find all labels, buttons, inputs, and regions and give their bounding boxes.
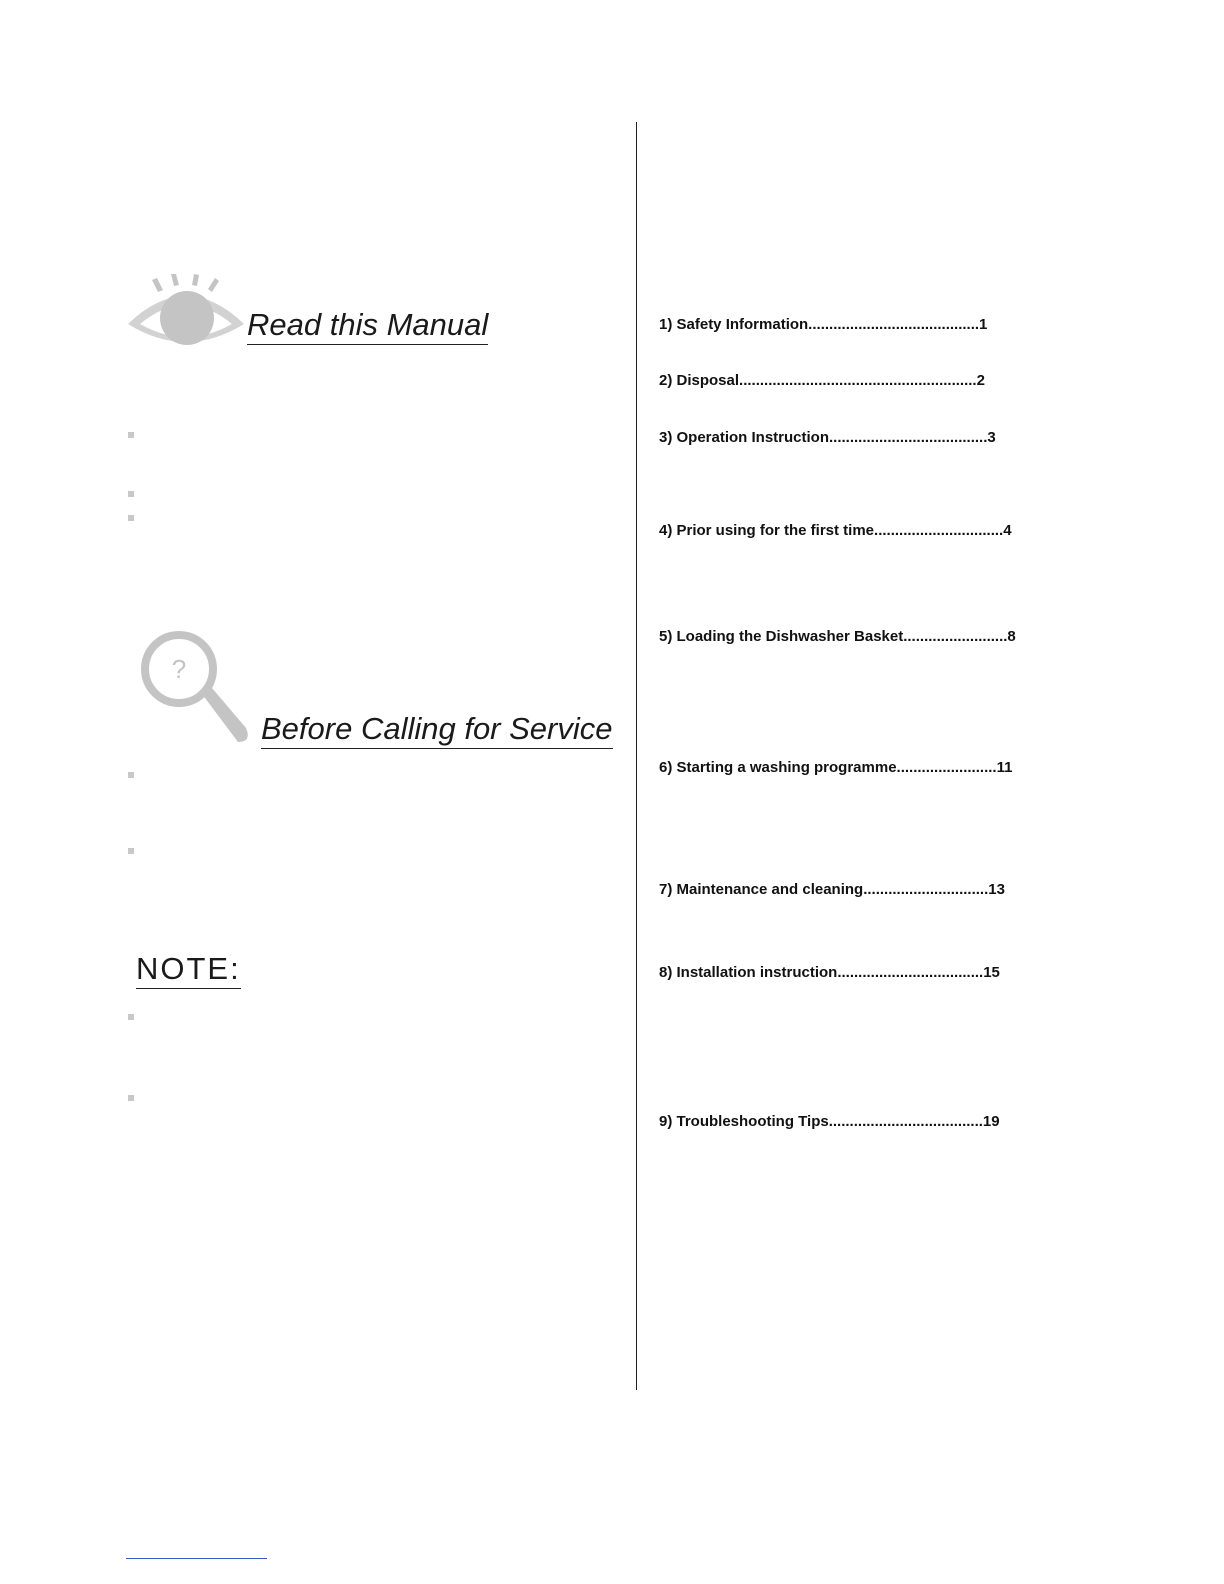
toc-item-operation[interactable]: 3) Operation Instruction......................................3 xyxy=(659,429,996,446)
toc-item-prior-use[interactable]: 4) Prior using for the first time...............................4 xyxy=(659,522,1012,539)
bullet-marker xyxy=(128,848,134,854)
note-heading: NOTE: xyxy=(136,952,241,989)
toc-item-starting[interactable]: 6) Starting a washing programme........................11 xyxy=(659,759,1013,776)
column-divider xyxy=(636,122,637,1390)
read-manual-heading: Read this Manual xyxy=(247,308,488,345)
eye-icon xyxy=(126,274,246,352)
bullet-marker xyxy=(128,1014,134,1020)
bullet-marker xyxy=(128,515,134,521)
bullet-marker xyxy=(128,1095,134,1101)
bullet-marker xyxy=(128,772,134,778)
toc-item-safety[interactable]: 1) Safety Information.........................................1 xyxy=(659,316,988,333)
toc-item-maintenance[interactable]: 7) Maintenance and cleaning..............................13 xyxy=(659,881,1005,898)
toc-item-installation[interactable]: 8) Installation instruction...................................15 xyxy=(659,964,1000,981)
toc-item-disposal[interactable]: 2) Disposal.........................................................2 xyxy=(659,372,985,389)
toc-item-loading[interactable]: 5) Loading the Dishwasher Basket.........................8 xyxy=(659,628,1016,645)
toc-item-troubleshooting[interactable]: 9) Troubleshooting Tips.....................................19 xyxy=(659,1113,1000,1130)
footer-link-underline[interactable] xyxy=(126,1558,267,1559)
bullet-marker xyxy=(128,491,134,497)
question-mark-glyph: ? xyxy=(171,654,187,684)
bullet-marker xyxy=(128,432,134,438)
magnifier-question-icon xyxy=(140,630,252,748)
before-service-heading: Before Calling for Service xyxy=(261,712,613,749)
